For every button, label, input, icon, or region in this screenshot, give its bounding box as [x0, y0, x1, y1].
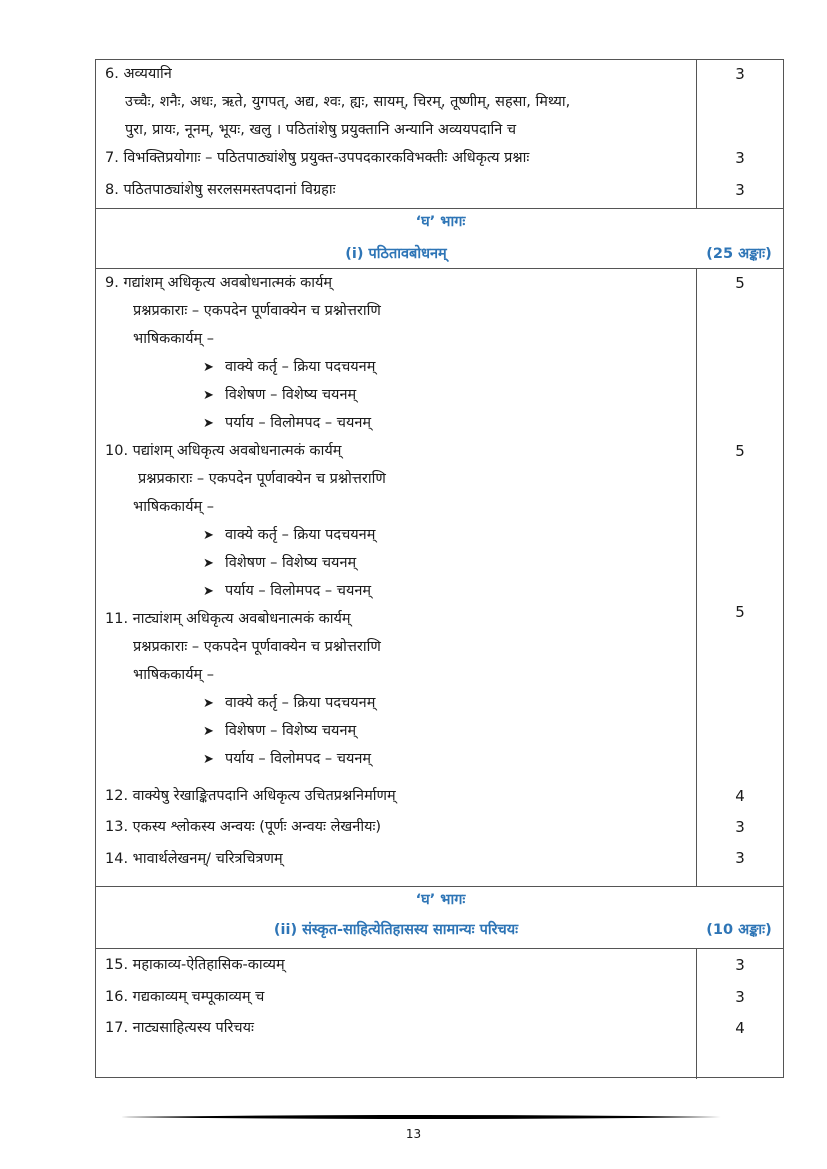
bullet-text: विशेषण – विशेष्य चयनम् — [225, 555, 357, 571]
bullet-item — [203, 358, 375, 377]
question-types: प्रश्नप्रकाराः – एकपदेन पूर्णवाक्येन च प्रश्नोत्तराणि — [133, 303, 381, 319]
page-number: 13 — [405, 1127, 422, 1141]
arrowhead-bullet-icon: ➤ — [203, 724, 214, 739]
item-9-marks: 5 — [735, 274, 745, 292]
bullet-item — [203, 414, 371, 433]
bullet-text: विशेषण – विशेष्य चयनम् — [225, 723, 357, 739]
arrowhead-bullet-icon: ➤ — [203, 752, 214, 767]
item-6-title: 6. अव्ययानि — [105, 66, 172, 82]
bullet-text: पर्याय – विलोमपद – चयनम् — [225, 583, 372, 599]
bullet-item — [203, 526, 375, 545]
item-10-marks: 5 — [735, 442, 745, 460]
bullet-item — [203, 750, 371, 769]
language-work-label: भाषिककार्यम् – — [133, 667, 215, 683]
bullet-text: वाक्ये कर्तृ – क्रिया पदचयनम् — [225, 359, 376, 375]
bullet-item — [203, 722, 356, 741]
bullet-text: पर्याय – विलोमपद – चयनम् — [225, 415, 372, 431]
bullet-text: वाक्ये कर्तृ – क्रिया पदचयनम् — [225, 695, 376, 711]
bullet-item — [203, 386, 356, 405]
row-divider — [96, 948, 783, 949]
row-divider — [96, 886, 783, 887]
arrowhead-bullet-icon: ➤ — [203, 584, 214, 599]
item-11-title: 11. नाट्यांशम् अधिकृत्य अवबोधनात्मकं कार्यम् — [105, 611, 351, 627]
item-9-title: 9. गद्यांशम् अधिकृत्य अवबोधनात्मकं कार्यम् — [105, 275, 333, 291]
row-divider — [96, 268, 783, 269]
item-15-marks: 3 — [735, 956, 745, 974]
question-types: प्रश्नप्रकाराः – एकपदेन पूर्णवाक्येन च प्रश्नोत्तराणि — [138, 471, 386, 487]
item-17-text: 17. नाट्यसाहित्यस्य परिचयः — [105, 1020, 254, 1036]
item-15-text: 15. महाकाव्य-ऐतिहासिक-काव्यम् — [105, 957, 285, 973]
language-work-label: भाषिककार्यम् – — [133, 499, 215, 515]
arrowhead-bullet-icon: ➤ — [203, 360, 214, 375]
bullet-text: पर्याय – विलोमपद – चयनम् — [225, 751, 372, 767]
section-part-label: ‘घ’ भागः — [415, 892, 466, 908]
item-13-marks: 3 — [735, 818, 745, 836]
item-7-text: 7. विभक्तिप्रयोगाः – पठितपाठ्यांशेषु प्रयुक्त-उपपदकारकविभक्तीः अधिकृत्य प्रश्नाः — [105, 150, 530, 166]
item-12-text: 12. वाक्येषु रेखाङ्कितपदानि अधिकृत्य उचितप्रश्ननिर्माणम् — [105, 788, 396, 804]
section-title: (ii) संस्कृत-साहित्येतिहासस्य सामान्यः परिचयः — [273, 922, 519, 938]
syllabus-table — [95, 59, 784, 1078]
arrowhead-bullet-icon: ➤ — [203, 416, 214, 431]
item-10-title: 10. पद्यांशम् अधिकृत्य अवबोधनात्मकं कार्यम् — [105, 443, 342, 459]
bullet-text: वाक्ये कर्तृ – क्रिया पदचयनम् — [225, 527, 376, 543]
arrowhead-bullet-icon: ➤ — [203, 556, 214, 571]
bullet-item — [203, 554, 356, 573]
item-17-marks: 4 — [735, 1019, 745, 1037]
arrowhead-bullet-icon: ➤ — [203, 696, 214, 711]
item-16-marks: 3 — [735, 988, 745, 1006]
item-16-text: 16. गद्यकाव्यम् चम्पूकाव्यम् च — [105, 989, 265, 1005]
row-divider — [96, 208, 783, 209]
item-14-text: 14. भावार्थलेखनम्/ चरित्रचित्रणम् — [105, 851, 283, 867]
bullet-item — [203, 582, 371, 601]
item-6-line-1: उच्चैः, शनैः, अधः, ऋते, युगपत्, अद्य, श्वः, ह्यः, सायम्, चिरम्, तूष्णीम्, सहसा, मिथ्या, — [125, 94, 571, 110]
item-13-text: 13. एकस्य श्लोकस्य अन्वयः (पूर्णः अन्वयः लेखनीयः) — [105, 819, 382, 835]
item-11-marks: 5 — [735, 603, 745, 621]
arrowhead-bullet-icon: ➤ — [203, 388, 214, 403]
bullet-item — [203, 694, 375, 713]
footer-rule — [121, 1114, 721, 1120]
item-8-marks: 3 — [735, 181, 745, 199]
section-title: (i) पठितावबोधनम् — [345, 246, 447, 262]
section-marks: (10 अङ्काः) — [706, 922, 772, 938]
section-part-label: ‘घ’ भागः — [415, 214, 466, 230]
item-14-marks: 3 — [735, 849, 745, 867]
item-8-text: 8. पठितपाठ्यांशेषु सरलसमस्तपदानां विग्रहाः — [105, 182, 336, 198]
item-12-marks: 4 — [735, 787, 745, 805]
item-6-marks: 3 — [735, 65, 745, 83]
bullet-text: विशेषण – विशेष्य चयनम् — [225, 387, 357, 403]
section-marks: (25 अङ्काः) — [706, 246, 772, 262]
arrowhead-bullet-icon: ➤ — [203, 528, 214, 543]
language-work-label: भाषिककार्यम् – — [133, 331, 215, 347]
item-7-marks: 3 — [735, 149, 745, 167]
question-types: प्रश्नप्रकाराः – एकपदेन पूर्णवाक्येन च प्रश्नोत्तराणि — [133, 639, 381, 655]
item-6-line-2: पुरा, प्रायः, नूनम्, भूयः, खलु । पठितांशेषु प्रयुक्तानि अन्यानि अव्ययपदानि च — [125, 122, 517, 138]
